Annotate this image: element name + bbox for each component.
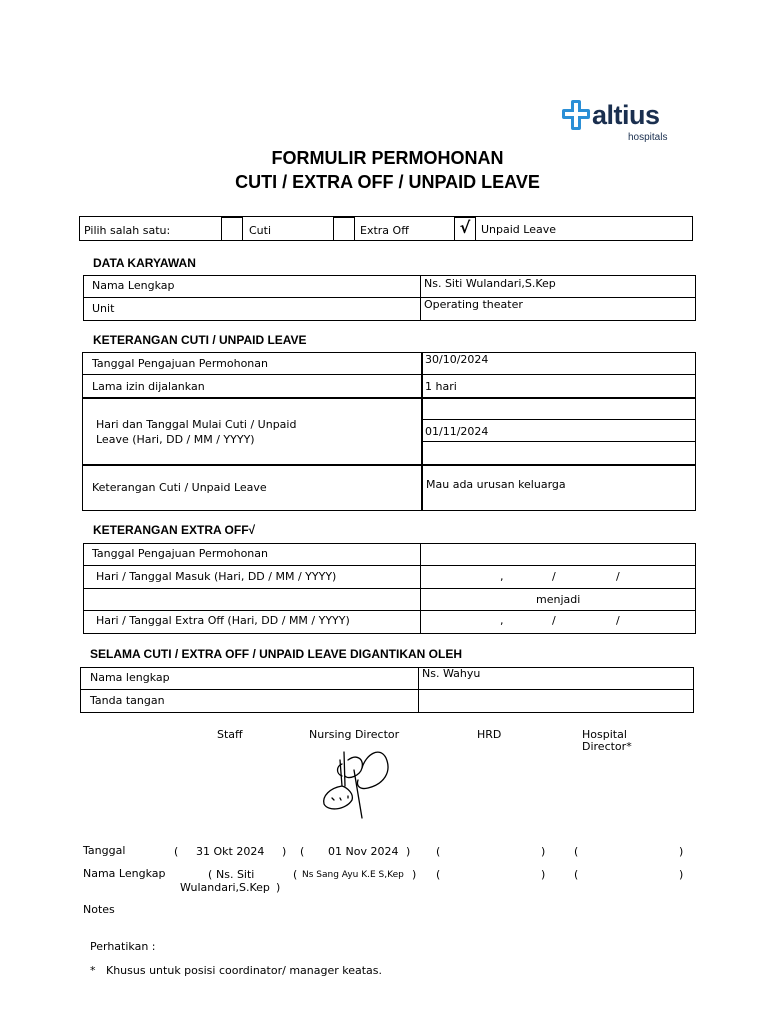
pengganti-nama-label: Nama lengkap <box>90 671 170 684</box>
nama-staff-line1[interactable]: Ns. Siti <box>216 868 255 881</box>
note-item: Khusus untuk posisi coordinator/ manager keatas. <box>106 964 383 977</box>
paren-open: ( <box>574 868 579 881</box>
tanggal-nursing-value[interactable]: 01 Nov 2024 <box>328 845 399 858</box>
role-director: Director* <box>582 740 632 753</box>
logo-sub: hospitals <box>628 132 668 143</box>
form-title-line2: CUTI / EXTRA OFF / UNPAID LEAVE <box>235 172 540 192</box>
paren-open: ( <box>208 868 213 881</box>
lama-izin-label: Lama izin dijalankan <box>92 380 205 393</box>
nama-staff-line2[interactable]: Wulandari,S.Kep <box>180 881 270 894</box>
role-hospital: Hospital <box>582 728 627 741</box>
choice-label: Pilih salah satu: <box>84 224 171 237</box>
nama-nursing-value[interactable]: Ns Sang Ayu K.E S,Kep <box>302 870 404 880</box>
nama-lengkap-value[interactable]: Ns. Siti Wulandari,S.Kep <box>424 277 556 290</box>
role-staff: Staff <box>217 728 243 741</box>
checkbox-cuti[interactable] <box>221 217 243 241</box>
nama-lengkap-label: Nama Lengkap <box>92 279 175 292</box>
paren-close: ) <box>541 845 546 858</box>
paren-open: ( <box>300 845 305 858</box>
paren-open: ( <box>436 845 441 858</box>
pengganti-nama-value[interactable]: Ns. Wahyu <box>422 667 481 680</box>
option-cuti-label: Cuti <box>249 224 272 237</box>
tanggal-pengajuan-label: Tanggal Pengajuan Permohonan <box>92 357 268 370</box>
table-data-karyawan <box>83 275 696 321</box>
menjadi-text: menjadi <box>536 593 581 606</box>
perhatikan-label: Perhatikan : <box>90 940 156 953</box>
masuk-date-slash-2: / <box>616 570 620 583</box>
checkbox-extra-off[interactable] <box>333 217 355 241</box>
checkbox-unpaid-leave[interactable]: √ <box>454 217 476 241</box>
paren-close: ) <box>679 868 684 881</box>
extra-date-slash-2: / <box>616 614 620 627</box>
heading-extra-off: KETERANGAN EXTRA OFF√ <box>93 523 256 537</box>
tanggal-pengajuan-value[interactable]: 30/10/2024 <box>425 353 489 366</box>
heading-pengganti: SELAMA CUTI / EXTRA OFF / UNPAID LEAVE DIGANTIKAN OLEH <box>90 647 462 661</box>
option-extra-off-label: Extra Off <box>360 224 409 237</box>
form-title-line1: FORMULIR PERMOHONAN <box>271 148 504 168</box>
paren-close: ) <box>541 868 546 881</box>
paren-close: ) <box>679 845 684 858</box>
paren-close: ) <box>406 845 411 858</box>
mulai-cuti-label-2: Leave (Hari, DD / MM / YYYY) <box>96 433 255 446</box>
logo-brand: altius <box>592 100 660 130</box>
mulai-cuti-label-1: Hari dan Tanggal Mulai Cuti / Unpaid <box>96 418 297 431</box>
note-bullet: * <box>90 964 96 977</box>
lama-izin-value[interactable]: 1 hari <box>425 380 457 393</box>
extra-date-slash-1: / <box>552 614 556 627</box>
sign-tanggal-label: Tanggal <box>83 844 126 857</box>
sign-nama-label: Nama Lengkap <box>83 867 166 880</box>
unit-label: Unit <box>92 302 115 315</box>
role-hrd: HRD <box>477 728 502 741</box>
masuk-date-slash-1: / <box>552 570 556 583</box>
paren-open: ( <box>293 868 298 881</box>
paren-open: ( <box>174 845 179 858</box>
heading-keterangan-cuti: KETERANGAN CUTI / UNPAID LEAVE <box>93 333 307 347</box>
extra-masuk-label: Hari / Tanggal Masuk (Hari, DD / MM / YYYY) <box>96 570 337 583</box>
extra-date-comma: , <box>500 614 504 627</box>
extra-tanggal-label: Tanggal Pengajuan Permohonan <box>92 547 268 560</box>
notes-label: Notes <box>83 903 115 916</box>
paren-close: ) <box>412 868 417 881</box>
masuk-date-comma: , <box>500 570 504 583</box>
option-unpaid-leave-label: Unpaid Leave <box>481 223 557 236</box>
heading-data-karyawan: DATA KARYAWAN <box>93 256 196 270</box>
role-nursing-director: Nursing Director <box>309 728 400 741</box>
keterangan-cuti-label: Keterangan Cuti / Unpaid Leave <box>92 481 267 494</box>
table-pengganti <box>80 667 694 713</box>
paren-open: ( <box>574 845 579 858</box>
paren-close: ) <box>276 881 281 894</box>
extra-off-date-label: Hari / Tanggal Extra Off (Hari, DD / MM / YYYY) <box>96 614 350 627</box>
paren-open: ( <box>436 868 441 881</box>
keterangan-cuti-value[interactable]: Mau ada urusan keluarga <box>426 478 566 491</box>
mulai-cuti-value[interactable]: 01/11/2024 <box>425 425 489 438</box>
pengganti-ttd-label: Tanda tangan <box>90 694 165 707</box>
tanggal-staff-value[interactable]: 31 Okt 2024 <box>196 845 265 858</box>
paren-close: ) <box>282 845 287 858</box>
unit-value[interactable]: Operating theater <box>424 298 523 311</box>
signature-icon <box>318 746 394 820</box>
